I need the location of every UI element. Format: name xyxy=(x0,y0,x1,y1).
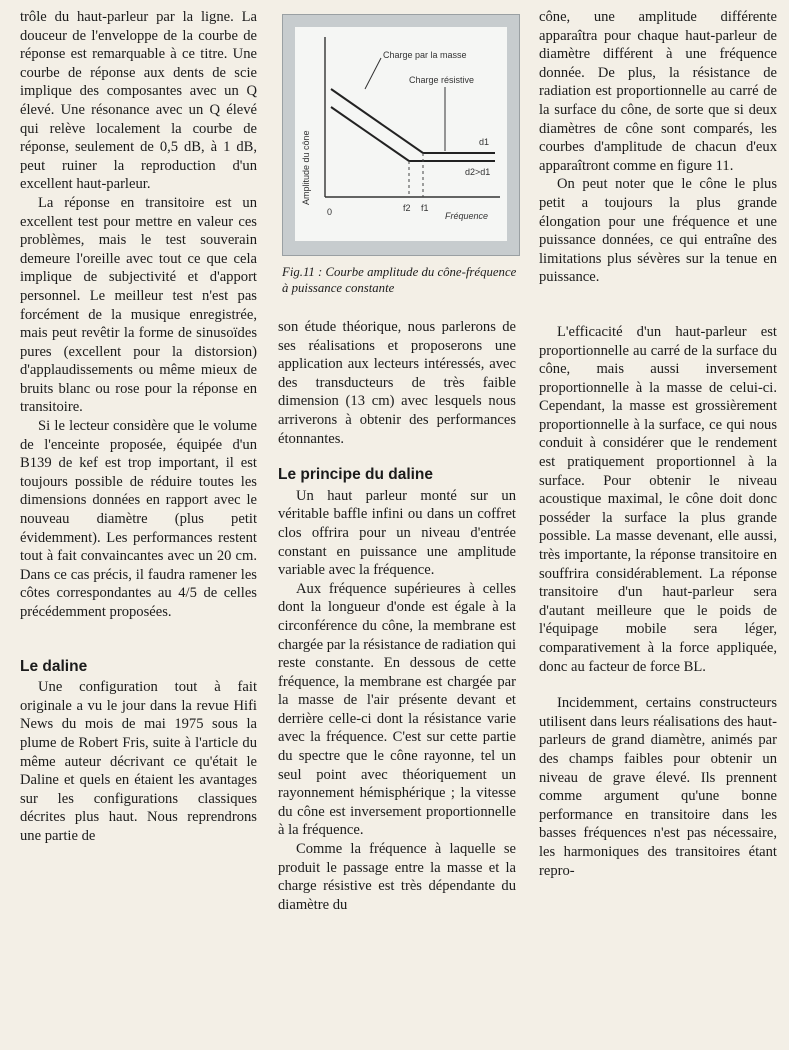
d1-label: d1 xyxy=(479,137,490,147)
f2-label: f2 xyxy=(403,203,411,213)
text-column-middle xyxy=(278,318,516,914)
resistive-load-label: Charge résistive xyxy=(409,75,475,85)
x-axis-label: Fréquence xyxy=(445,211,489,221)
paragraph: Incidemment, certains constructeurs utilisent dans leurs réalisations des haut-parleurs de grand diamètre, animés par des champs faibles pour obtenir un niveau de grave élevé. Ils prennent comme argument qu'une bonne performance en transitoire dans les basses fréquences n'est pas nécessaire, les harmoniques des transitoires étant repro- xyxy=(539,695,777,879)
paragraph: Une configuration tout à fait originale a vu le jour dans la revue Hifi News du mois de mai 1975 sous la plume de Robert Fris, suite à l'article du même auteur décrivant ce qu'était le Daline et quels en étaient les avantages sur les configurations classiques décrites plus haut. Nous reprendrons une partie de xyxy=(20,679,257,844)
paragraph: Un haut parleur monté sur un véritable baffle infini ou dans un coffret clos offrira pour un niveau d'entrée constant en puissance une amplitude variable avec la fréquence. xyxy=(278,487,516,579)
amplitude-frequency-plot xyxy=(295,27,507,241)
figure-11 xyxy=(282,14,518,296)
paragraph: son étude théorique, nous parlerons de ses réalisations et proposerons une application aux lecteurs intéressés, avec des transducteurs de très faible dimension (13 cm) avec lesquels nous arriverons à obtenir des performances étonnantes. xyxy=(278,319,516,447)
paragraph: Aux fréquence supérieures à celles dont la longueur d'onde est égale à la circonférence du cône, la membrane est chargée par la résistance de radiation qui reste constante. En dessous de cette fréquence, la membrane est chargée par la masse de l'air présente devant et derrière celle-ci dont la résistance varie avec la fréquence. C'est sur cette partie du spectre que le cône rayonne, tel un seul point avec théoriquement un rayonnement hémisphérique ; la vitesse du cône est inversement proportionnelle à la fréquence. xyxy=(278,580,516,839)
d2-label: d2>d1 xyxy=(465,167,491,177)
text-column-left xyxy=(20,8,257,846)
paragraph: On peut noter que le cône le plus petit a toujours la plus grande élongation pour une fréquence et une puissance données, ce qui entraîne des limitations plus sévères sur la tenue en puissance. xyxy=(539,176,777,286)
paragraph: Comme la fréquence à laquelle se produit le passage entre la masse et la charge résistive est très dépendante du diamètre du xyxy=(278,841,516,913)
y-axis-label: Amplitude du cône xyxy=(301,130,311,205)
f1-label: f1 xyxy=(421,203,429,213)
paragraph: Si le lecteur considère que le volume de l'enceinte proposée, équipée d'un B139 de kef est trop important, il est toujours possible de réduire toutes les dimensions données en rapport avec le nouveau diamètre (plus petit évidemment). Les performances restent tout à fait convaincantes avec un 20 cm. Dans ce cas précis, il faudra ramener les côtes correspondantes au 4/5 de celles précédemment proposées. xyxy=(20,418,257,620)
paragraph: L'efficacité d'un haut-parleur est proportionnelle au carré de la surface du cône, mais aussi inversement proportionnelle à la masse de celui-ci. Cependant, la masse est grossièrement proportionnelle à la surface, ce qui nous conduit à considérer que le rendement est pratiquement proportionnel à la surface. Pour obtenir le niveau acoustique maximal, le cône doit donc posséder la surface la plus grande possible. La masse devenant, elle aussi, très importante, la réponse transitoire en souffrira considérablement. La réponse transitoire d'un haut-parleur sera d'autant meilleure que le poids de l'équipage mobile sera léger, comparativement à la force appliquée, donc au facteur de force BL. xyxy=(539,323,777,675)
paragraph: La réponse en transitoire est un excellent test pour mettre en valeur ces problèmes, mais le test souverain demeure l'oreille avec tout ce que cela implique de subjectivité et d'apport personnel. Le meilleur test n'est pas forcément de la musique enregistrée, mais peut revêtir la forme de sinusoïdes pures (excellent pour la distorsion) d'applaudissements ou même mieux de bruits blanc ou rose pour la réponse en transitoire. xyxy=(20,194,257,416)
figure-plot-frame xyxy=(282,14,520,256)
section-heading-daline: Le daline xyxy=(20,657,88,675)
origin-label: 0 xyxy=(327,207,333,217)
text-column-right xyxy=(539,8,777,880)
mass-load-pointer xyxy=(365,58,381,89)
paragraph: cône, une amplitude différente apparaîtra pour chaque haut-parleur de diamètre différent à une fréquence donnée. De plus, la résistance de radiation est proportionnelle au carré de la surface du cône, de sorte que si deux diamètres de cône sont comparés, les courbes d'amplitude de chacun d'eux apparaîtront comme en figure 11. xyxy=(539,9,777,174)
paragraph: trôle du haut-parleur par la ligne. La douceur de l'enveloppe de la courbe de réponse est remarquable à ce titre. Une courbe de réponse aux dents de scie implique des composantes avec un Q élevé. Une résonance avec un Q élevé qui relève localement la courbe de réponse, seulement de 0,5 dB, à 1 dB, peut ruiner la reproduction d'un excellent haut-parleur. xyxy=(20,9,257,193)
mass-load-label: Charge par la masse xyxy=(383,50,467,60)
figure-caption: Fig.11 : Courbe amplitude du cône-fréquence à puissance constante xyxy=(282,265,517,295)
curve-d1 xyxy=(331,89,495,153)
section-heading-principe: Le principe du daline xyxy=(278,466,434,484)
